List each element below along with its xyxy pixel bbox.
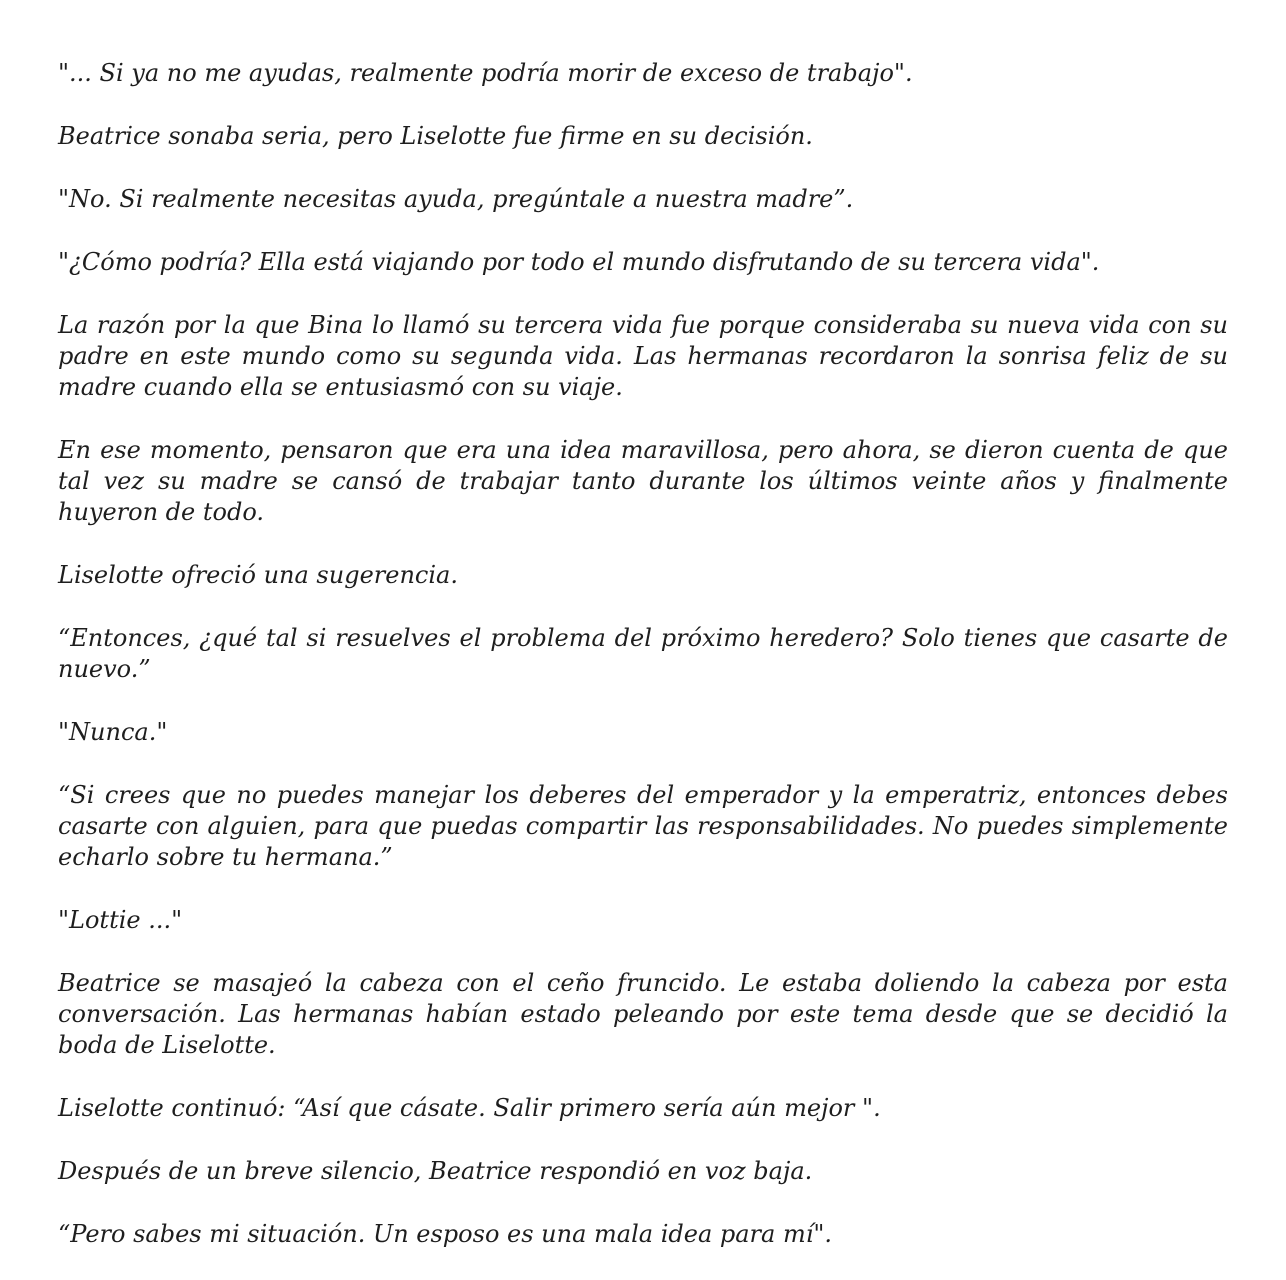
paragraph: Beatrice se masajeó la cabeza con el ceño fruncido. Le estaba doliendo la cabeza por esta conversación. Las hermanas habían estado peleando por este tema desde que se decidió la boda de Liselotte. — [58, 969, 1228, 1059]
paragraph: "No. Si realmente necesitas ayuda, pregúntale a nuestra madre”. — [58, 185, 854, 213]
paragraph: La razón por la que Bina lo llamó su tercera vida fue porque consideraba su nueva vida con su padre en este mundo como su segunda vida. Las hermanas recordaron la sonrisa feliz de su madre cuando ella se entusiasmó con su viaje. — [58, 311, 1228, 401]
paragraph: Después de un breve silencio, Beatrice respondió en voz baja. — [58, 1157, 813, 1185]
document-page — [58, 58, 1228, 1250]
paragraph: "Nunca." — [58, 718, 168, 746]
paragraph: “Si crees que no puedes manejar los deberes del emperador y la emperatriz, entonces debes casarte con alguien, para que puedas compartir las responsabilidades. No puedes simplemente echarlo sobre tu hermana.” — [58, 781, 1228, 871]
paragraph: Beatrice sonaba seria, pero Liselotte fue firme en su decisión. — [58, 122, 813, 150]
paragraph: “Entonces, ¿qué tal si resuelves el problema del próximo heredero? Solo tienes que casarte de nuevo.” — [58, 624, 1228, 683]
paragraph: Liselotte continuó: “Así que cásate. Salir primero sería aún mejor ". — [58, 1094, 881, 1122]
paragraph: En ese momento, pensaron que era una idea maravillosa, pero ahora, se dieron cuenta de que tal vez su madre se cansó de trabajar tanto durante los últimos veinte años y finalmente huyeron de todo. — [58, 436, 1228, 526]
paragraph: “Pero sabes mi situación. Un esposo es una mala idea para mí". — [58, 1220, 833, 1248]
paragraph: Liselotte ofreció una sugerencia. — [58, 561, 458, 589]
paragraph: "... Si ya no me ayudas, realmente podría morir de exceso de trabajo". — [58, 59, 913, 87]
paragraph: "¿Cómo podría? Ella está viajando por todo el mundo disfrutando de su tercera vida". — [58, 248, 1100, 276]
paragraph: "Lottie ..." — [58, 906, 183, 934]
